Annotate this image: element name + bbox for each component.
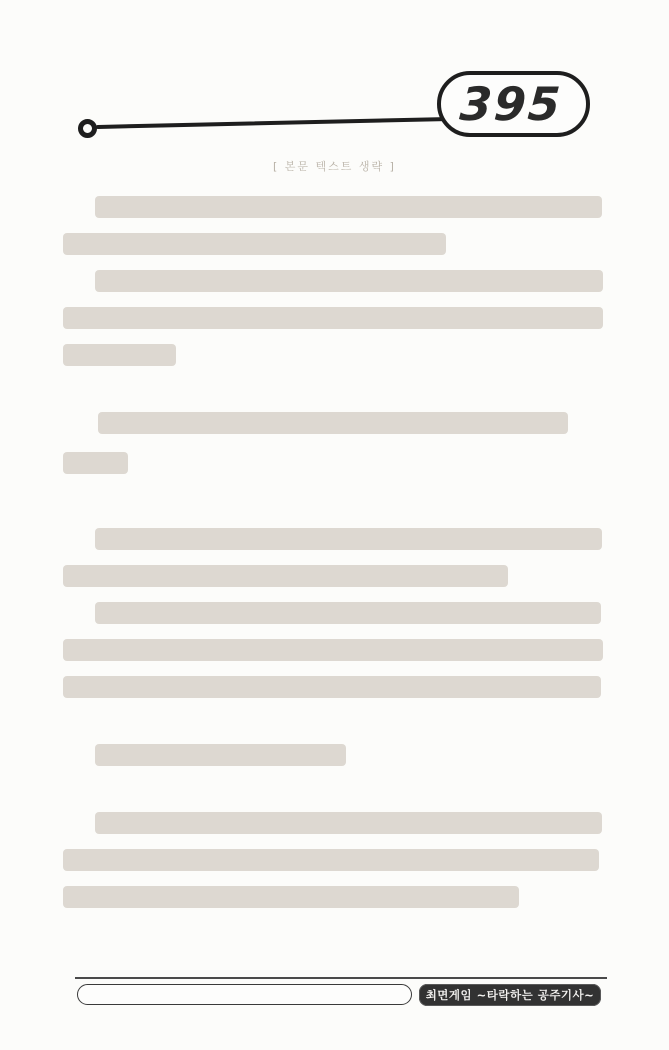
series-title: 최면게임 ~타락하는 공주기사~: [425, 988, 595, 1002]
redacted-text-line: [63, 676, 601, 698]
redacted-text-line: [63, 233, 446, 255]
redacted-text-line: [95, 196, 602, 218]
footer-empty-pill: [77, 984, 412, 1005]
redacted-text-line: [63, 565, 508, 587]
header-rule: [96, 117, 446, 128]
redacted-text-line: [63, 307, 603, 329]
footer-rule: [75, 977, 607, 979]
redacted-text-line: [95, 812, 602, 834]
series-title-badge: [419, 984, 601, 1006]
redacted-text-line: [95, 744, 346, 766]
page-number-pill: [437, 71, 590, 137]
redaction-notice: [ 본문 텍스트 생략 ]: [273, 160, 396, 173]
redacted-text-line: [95, 270, 603, 292]
redacted-text-line: [98, 412, 568, 434]
redacted-text-line: [95, 602, 601, 624]
header-ring-ornament: [78, 119, 97, 138]
redacted-text-line: [63, 849, 599, 871]
redacted-text-line: [63, 344, 176, 366]
redacted-text-line: [63, 639, 603, 661]
redacted-text-line: [63, 452, 128, 474]
redacted-text-line: [95, 528, 602, 550]
redacted-text-line: [63, 886, 519, 908]
page-number: 395: [458, 77, 565, 131]
